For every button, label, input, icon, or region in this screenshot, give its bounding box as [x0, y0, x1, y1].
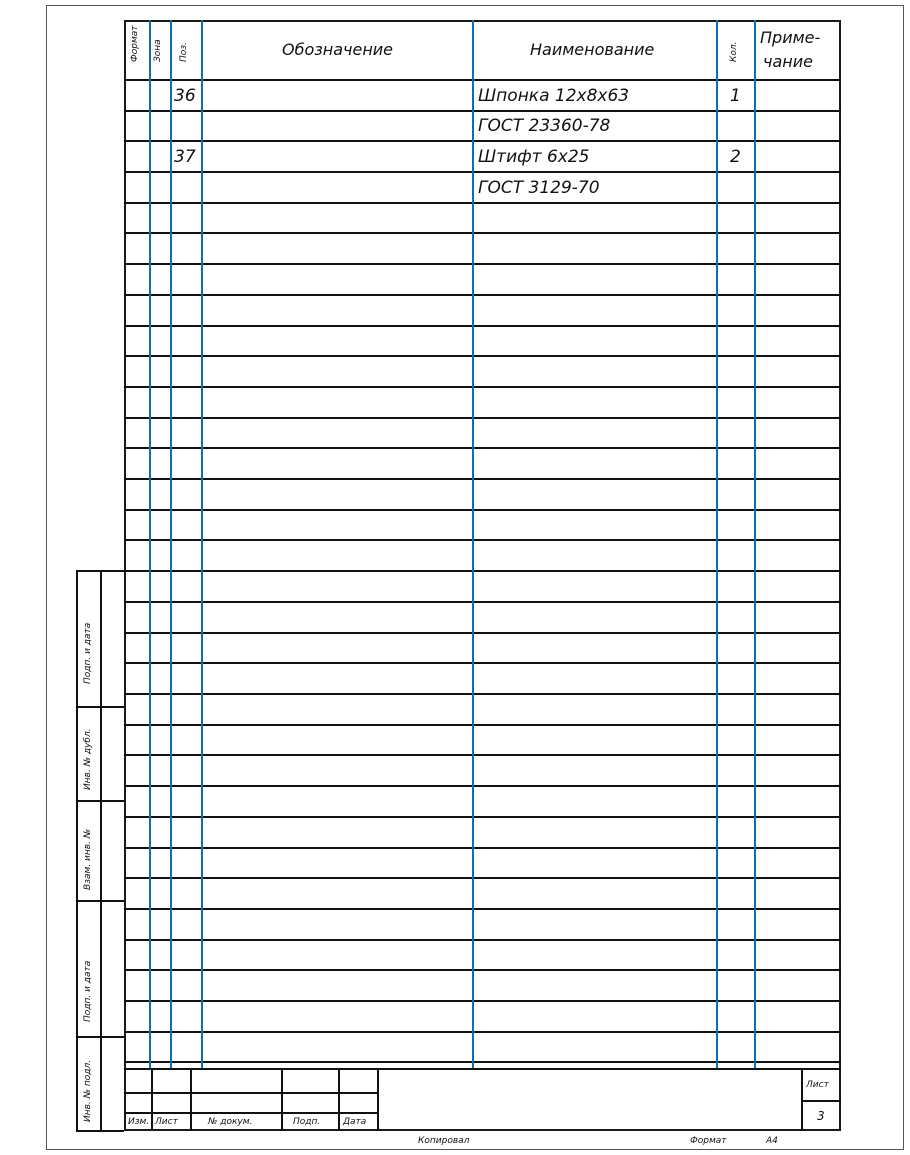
side-col-left	[76, 570, 78, 1131]
table-row-line	[124, 847, 841, 849]
tb-col-4	[338, 1068, 340, 1131]
tb-col-5	[377, 1068, 379, 1131]
table-row-line	[124, 601, 841, 603]
side-line-4	[76, 900, 124, 902]
table-row-line	[124, 754, 841, 756]
tb-label-date: Дата	[343, 1117, 367, 1127]
table-row-line	[124, 693, 841, 695]
table-row-line	[124, 294, 841, 296]
row-3-name: Штифт 6х25	[478, 147, 590, 167]
header-name: Наименование	[530, 40, 655, 59]
row-1-name: Шпонка 12х8х63	[478, 86, 630, 106]
footer-format-value: А4	[766, 1136, 778, 1146]
table-row-line	[124, 877, 841, 879]
tb-col-1	[151, 1068, 153, 1131]
header-designation: Обозначение	[282, 40, 394, 59]
table-row-line	[124, 724, 841, 726]
table-row-line	[124, 232, 841, 234]
table-row-line	[124, 539, 841, 541]
title-block-sheet-split	[801, 1100, 841, 1102]
table-row-line	[124, 263, 841, 265]
side-label-replace-inv: Взам. инв. №	[83, 828, 93, 890]
tb-sheet-label: Лист	[806, 1080, 829, 1090]
row-1-pos: 36	[174, 86, 196, 106]
row-4-name: ГОСТ 3129-70	[478, 178, 600, 198]
side-line-5	[76, 1036, 124, 1038]
table-row-line	[124, 386, 841, 388]
header-note-line2: чание	[763, 52, 813, 71]
header-qty: Кол.	[729, 41, 739, 62]
header-zone: Зона	[153, 39, 163, 62]
tb-col-6	[801, 1068, 803, 1131]
side-line-2	[76, 706, 124, 708]
col-sep-format	[149, 20, 151, 1068]
col-sep-name	[716, 20, 718, 1068]
table-row-line	[124, 939, 841, 941]
tb-col-2	[190, 1068, 192, 1131]
table-row-line	[124, 417, 841, 419]
table-row-line	[124, 478, 841, 480]
col-sep-pos	[201, 20, 203, 1068]
row-3-pos: 37	[174, 147, 196, 167]
table-row-line	[124, 355, 841, 357]
row-3-qty: 2	[730, 147, 741, 167]
table-row-line	[124, 202, 841, 204]
tb-label-doc-no: № докум.	[208, 1117, 253, 1127]
table-row-line	[124, 1061, 841, 1063]
row-2-name: ГОСТ 23360-78	[478, 116, 611, 136]
table-row-line	[124, 816, 841, 818]
header-note-line1: Приме-	[760, 28, 821, 47]
table-row-line	[124, 325, 841, 327]
row-1-qty: 1	[730, 86, 741, 106]
table-row-line	[124, 662, 841, 664]
header-pos: Поз.	[179, 42, 189, 62]
col-sep-zone	[170, 20, 172, 1068]
table-row-line	[124, 969, 841, 971]
side-col-mid	[100, 570, 102, 1131]
side-line-3	[76, 800, 124, 802]
table-row-line	[124, 632, 841, 634]
footer-copied: Копировал	[418, 1136, 470, 1146]
tb-col-3	[281, 1068, 283, 1131]
header-bottom-line	[124, 79, 841, 81]
footer-format-label: Формат	[690, 1136, 727, 1146]
side-label-sign-date-top: Подп. и дата	[83, 622, 93, 684]
side-label-inv-orig: Инв. № подл.	[83, 1059, 93, 1122]
table-row-line	[124, 140, 841, 142]
tb-sheet-number: 3	[817, 1109, 825, 1123]
table-row-line	[124, 171, 841, 173]
side-line-6	[76, 1130, 124, 1132]
table-row-line	[124, 908, 841, 910]
table-row-line	[124, 1000, 841, 1002]
table-row-line	[124, 509, 841, 511]
side-label-inv-dup: Инв. № дубл.	[83, 728, 93, 790]
table-row-line	[124, 570, 841, 572]
tb-label-list: Лист	[155, 1117, 178, 1127]
tb-label-izm: Изм.	[128, 1117, 150, 1127]
table-row-line	[124, 1031, 841, 1033]
table-row-line	[124, 447, 841, 449]
col-sep-qty	[754, 20, 756, 1068]
header-format: Формат	[130, 25, 140, 62]
table-row-line	[124, 785, 841, 787]
title-block-top	[124, 1068, 841, 1070]
tb-label-sign: Подп.	[293, 1117, 321, 1127]
side-line-1	[76, 570, 124, 572]
side-label-sign-date-bottom: Подп. и дата	[83, 960, 93, 1022]
table-row-line	[124, 110, 841, 112]
col-sep-designation	[472, 20, 474, 1068]
